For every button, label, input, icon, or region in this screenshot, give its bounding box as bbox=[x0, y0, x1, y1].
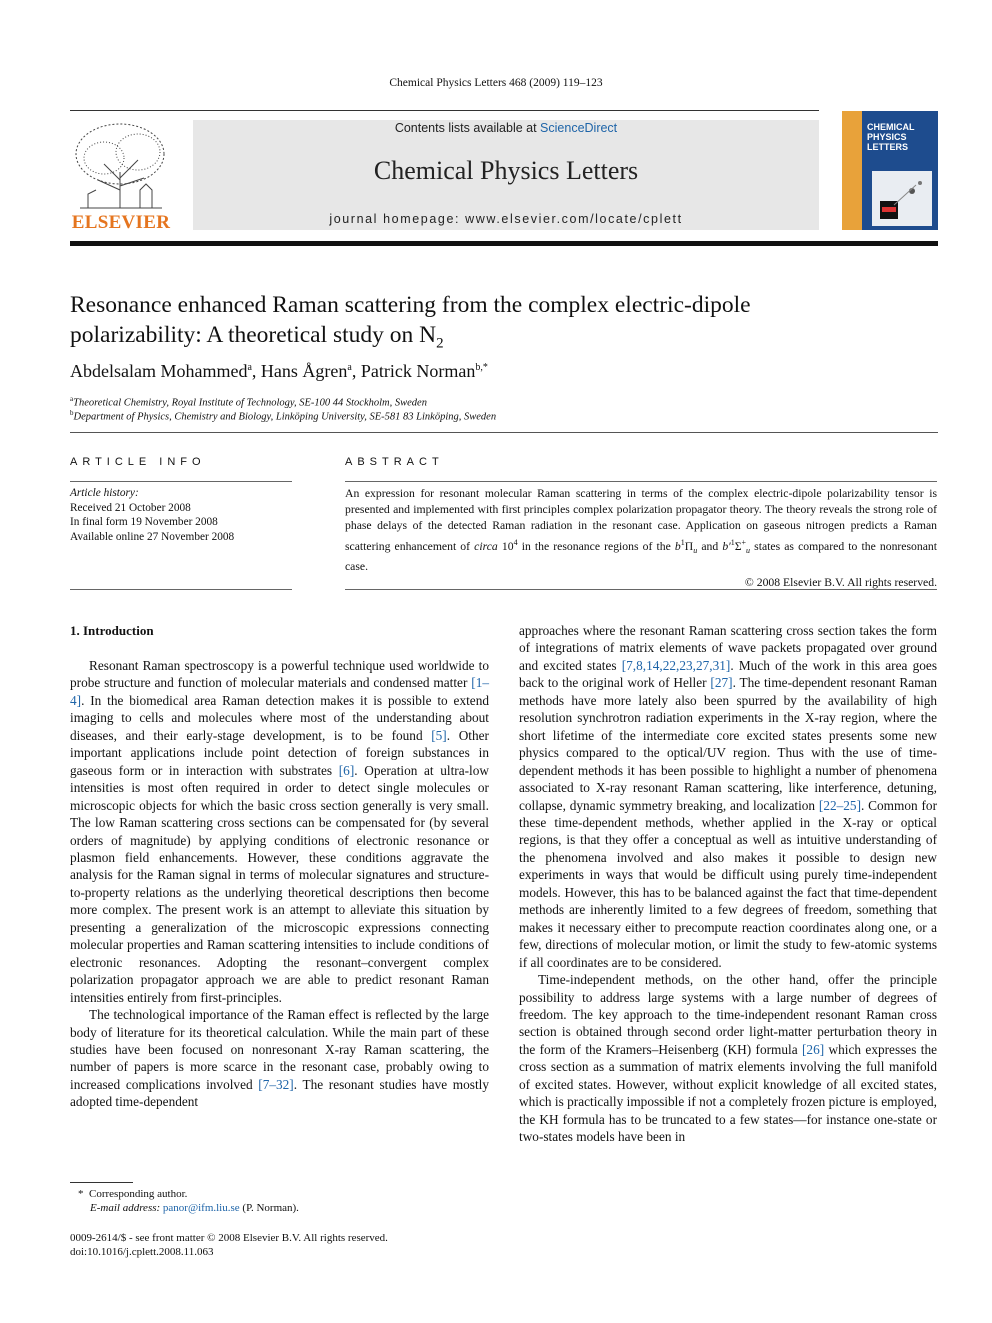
cover-title bbox=[867, 122, 915, 152]
email-link[interactable]: panor@ifm.liu.se bbox=[162, 1202, 240, 1214]
body-column-right bbox=[519, 622, 937, 1146]
state-symmetry: Σ bbox=[734, 539, 742, 553]
journal-citation: Chemical Physics Letters 468 (2009) 119–123 bbox=[389, 77, 603, 89]
text-run: . Common for these time-dependent methods, whether applied in the X-ray or optical regions, is that they offer a conceptual as well as intuitive understanding of the phenomena involved and also makes it possible to design new experiments in ways that would be difficult using purely time-independent models. However, this has to be balanced against the fact that time-dependent methods are inherently limited to a few degrees of freedom, something that makes it necessary either to precompute reaction coordinates along one, or a few, directions of molecular motion, or limit the study to few-atomic systems if all coordinates are to be considered. bbox=[519, 797, 938, 970]
journal-homepage[interactable]: journal homepage: www.elsevier.com/locate/cplett bbox=[329, 212, 683, 226]
cover-artwork bbox=[872, 171, 932, 226]
affiliation-sup: a bbox=[70, 395, 74, 403]
state-parity: u bbox=[746, 545, 751, 555]
cover-title-line: CHEMICAL bbox=[867, 122, 915, 132]
abstract-and: and bbox=[697, 539, 723, 553]
paragraph bbox=[70, 1006, 489, 1111]
reference-link[interactable]: [7–32] bbox=[258, 1076, 294, 1092]
page-footer bbox=[70, 1231, 490, 1259]
title-line: Resonance enhanced Raman scattering from the complex electric-dipole bbox=[70, 292, 751, 318]
header-rule bbox=[70, 110, 819, 111]
history-online: Available online 27 November 2008 bbox=[70, 530, 235, 543]
paragraph bbox=[70, 657, 489, 1006]
author-affil-sup: b,* bbox=[475, 362, 488, 373]
state-symmetry: Π bbox=[684, 539, 694, 553]
paragraph bbox=[519, 971, 937, 1146]
article-history bbox=[70, 486, 292, 544]
state-parity: u bbox=[693, 545, 698, 555]
abstract-text: An expression for resonant molecular Raman scattering in terms of the complex electric-dipole polarizability tensor is presented and implemented with first principles complex polarization propagator theory. The theory reveals the strong role of phase delays of the detected Raman radiation in the resonant case. Application on gaseous nitrogen predicts a Raman scattering enhancement of bbox=[345, 487, 937, 553]
article-title bbox=[70, 290, 930, 359]
author-name: Hans Ågren bbox=[260, 361, 348, 381]
history-label: Article history: bbox=[70, 487, 139, 499]
section-rule bbox=[70, 432, 938, 433]
abstract-exponent: 4 bbox=[513, 537, 518, 547]
text-run: . Operation at ultra-low intensities is most often required in order to detect single molecules or microscopic objects for which the basic cross section generally is very small. The low Raman scattering cross sections can be compensated for (by several orders of magnitude) by applying conditions of electronic resonance or plasmon field enhancements. However, these conditions aggravate the analysis for the Raman signal in terms of molecular signatures and structure-to-property relations as the underlying theoretical descriptions then become more complex. The present work is an attempt to alleviate this situation by presenting a generalization of the microscopic expressions connecting molecular properties and Raman scattering intensities to include conditions of electronic resonances. Adopting the resonant–convergent complex polarization propagator approach we are able to predict resonant Raman intensities entirely from first-principles. bbox=[70, 762, 489, 1005]
affiliation-sup: b bbox=[70, 409, 74, 417]
elsevier-wordmark: ELSEVIER bbox=[71, 212, 171, 233]
text-run: . Much of the work in this area goes back to the original work of Heller bbox=[519, 657, 937, 691]
contents-prefix: Contents lists available at bbox=[394, 121, 541, 135]
author-affil-sup: a bbox=[247, 362, 252, 373]
author-name: Patrick Norman bbox=[360, 361, 476, 381]
state-reflection: + bbox=[741, 537, 747, 547]
history-final-form: In final form 19 November 2008 bbox=[70, 516, 218, 529]
author-affil-sup: a bbox=[347, 362, 352, 373]
affiliation bbox=[70, 409, 930, 423]
reference-link[interactable]: [26] bbox=[802, 1041, 825, 1057]
text-run: which expresses the cross section as a summation of matrix elements involving the full manifold of excited states. However, without explicit knowledge of all excited states, which is practically impossible if not a completely frozen picture is employed, the KH formula has to be truncated to a few states—for instance one-state or two-states models have been in bbox=[519, 1041, 938, 1145]
abstract-body bbox=[345, 486, 937, 591]
author-list: Abdelsalam Mohammed$^a$, Hans Ågren$^a$, Patrick Norman$^{b,*}$ bbox=[70, 361, 488, 381]
author-name: Abdelsalam Mohammed bbox=[70, 361, 248, 381]
text-run: . The resonant studies have mostly adopted time-dependent bbox=[70, 1076, 489, 1110]
reference-link[interactable]: [1–4] bbox=[70, 675, 489, 708]
abstract-bottom-rule bbox=[345, 589, 937, 590]
history-received: Received 21 October 2008 bbox=[70, 501, 191, 514]
text-run: Time-independent methods, on the other hand, offer the principle possibility to address large systems with a large number of degrees of freedom. The key approach to the time-independent resonant Raman cross section is obtained through second order light-matter perturbation theory in the form of the Kramers–Heisenberg (KH) formula bbox=[519, 972, 937, 1057]
title-line bbox=[70, 320, 930, 359]
body-column-left bbox=[70, 657, 489, 1111]
reference-link[interactable]: [6] bbox=[338, 762, 355, 778]
text-run: The technological importance of the Raman effect is reflected by the large body of literature for its theoretical calculation. While the main part of these studies have been focused on nonresonant X-ray Raman scattering, the number of papers is more scarce in the resonant case, probably owing to increased complications involved bbox=[70, 1007, 489, 1092]
cover-title-line: PHYSICS bbox=[867, 132, 907, 142]
article-info-heading: ARTICLE INFO bbox=[70, 456, 206, 468]
article-info-bottom-rule bbox=[70, 589, 292, 590]
reference-link[interactable]: [22–25] bbox=[818, 797, 862, 813]
affiliation-text: Department of Physics, Chemistry and Biology, Linköping University, SE-581 83 Linköping, Sweden bbox=[73, 411, 497, 423]
text-run: Resonant Raman spectroscopy is a powerful technique used worldwide to probe structure and function of molecular materials and condensed matter bbox=[70, 658, 489, 691]
state-multiplicity: 1 bbox=[680, 537, 685, 547]
text-run: . Other important applications include point detection of foreign substances in gaseous form or in interaction with substrates bbox=[70, 727, 489, 778]
footnote-marker: * bbox=[78, 1188, 84, 1200]
text-run: . The time-dependent resonant Raman methods have more lately also been spurred by the availability of high resolution synchrotron radiation experiments in the X-ray region, where the short lifetime of the intermediate core excited states presents some new physics compared to the optical/UV region. Thus with the use of time-dependent methods it has been possible to highlight a number of phenomena associated to X-ray resonant Raman scattering, like interference, detuning, collapse, dynamic symmetry breaking, and localization bbox=[519, 675, 937, 813]
journal-cover-image bbox=[842, 111, 938, 230]
title-subscript: 2 bbox=[436, 335, 444, 352]
introduction-heading: 1. Introduction bbox=[70, 623, 154, 638]
title-text: polarizability: A theoretical study on N bbox=[70, 322, 437, 348]
abstract-circa: circa bbox=[474, 539, 498, 553]
doi-line[interactable]: doi:10.1016/j.cplett.2008.11.063 bbox=[70, 1246, 214, 1258]
cover-title-line: LETTERS bbox=[867, 142, 909, 152]
text-run: approaches where the resonant Raman scattering cross section takes the form of integrations of matrix elements of wave packets propagated over ground and excited states bbox=[519, 623, 937, 673]
abstract-rule bbox=[345, 481, 937, 482]
footnote-line bbox=[70, 1187, 490, 1201]
affiliation-text: Theoretical Chemistry, Royal Institute of Technology, SE-100 44 Stockholm, Sweden bbox=[73, 397, 427, 409]
corresponding-author-footnote bbox=[70, 1187, 490, 1215]
text-run: . In the biomedical area Raman detection makes it is possible to extend imaging to cells and molecules where most of the understanding about diseases, and their early-stage development, is to be found bbox=[70, 692, 489, 743]
issn-line: 0009-2614/$ - see front matter © 2008 Elsevier B.V. All rights reserved. bbox=[70, 1232, 388, 1244]
state-label: b′ bbox=[722, 539, 731, 553]
header-thick-rule bbox=[70, 241, 938, 246]
abstract-text: states as compared to the nonresonant case. bbox=[345, 539, 938, 574]
footnote-corresponding: Corresponding author. bbox=[89, 1188, 188, 1200]
reference-link[interactable]: [5] bbox=[431, 727, 447, 743]
state-multiplicity: 1 bbox=[730, 537, 735, 547]
footnote-email-label: E-mail address: bbox=[90, 1202, 163, 1214]
abstract-copyright: © 2008 Elsevier B.V. All rights reserved. bbox=[744, 576, 937, 590]
sciencedirect-link[interactable]: ScienceDirect bbox=[540, 121, 618, 135]
cover-strip bbox=[842, 111, 862, 230]
abstract-ten: 10 bbox=[501, 539, 514, 553]
reference-link[interactable]: [7,8,14,22,23,27,31] bbox=[621, 657, 731, 673]
footnote-email-name: (P. Norman). bbox=[239, 1202, 299, 1214]
abstract-heading: ABSTRACT bbox=[345, 456, 444, 468]
paragraph bbox=[519, 622, 937, 971]
article-info-rule bbox=[70, 481, 292, 482]
journal-name: Chemical Physics Letters bbox=[373, 156, 639, 185]
contents-line bbox=[193, 121, 819, 135]
footnote-line bbox=[70, 1201, 490, 1215]
affiliation bbox=[70, 395, 930, 409]
footnote-rule bbox=[70, 1182, 133, 1183]
state-label: b bbox=[674, 539, 681, 553]
abstract-text: in the resonance regions of the bbox=[517, 539, 675, 553]
reference-link[interactable]: [27] bbox=[710, 675, 733, 691]
